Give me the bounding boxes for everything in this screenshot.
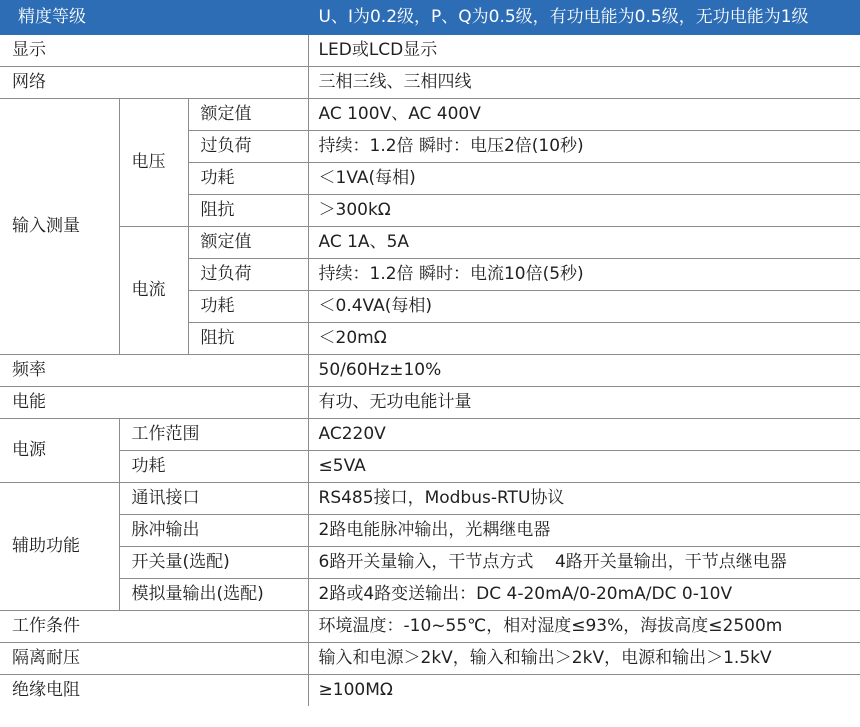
insulation-label: 绝缘电阻	[0, 675, 308, 707]
accuracy-label: 精度等级	[0, 0, 308, 35]
current-label: 电流	[119, 227, 188, 355]
table-row	[0, 675, 860, 707]
power-range-value: AC220V	[308, 419, 860, 451]
display-label: 显示	[0, 35, 308, 67]
voltage-overload-label: 过负荷	[188, 131, 308, 163]
power-range-label: 工作范围	[119, 419, 308, 451]
table-row	[0, 99, 860, 131]
analog-output-label: 模拟量输出(选配)	[119, 579, 308, 611]
current-power-label: 功耗	[188, 291, 308, 323]
table-row	[0, 35, 860, 67]
table-row	[0, 387, 860, 419]
voltage-impedance-label: 阻抗	[188, 195, 308, 227]
table-row	[0, 515, 860, 547]
frequency-value: 50/60Hz±10%	[308, 355, 860, 387]
table-row	[0, 547, 860, 579]
current-rated-value: AC 1A、5A	[308, 227, 860, 259]
table-row	[0, 227, 860, 259]
table-row	[0, 419, 860, 451]
table-row	[0, 355, 860, 387]
display-value: LED或LCD显示	[308, 35, 860, 67]
current-power-value: ＜0.4VA(每相)	[308, 291, 860, 323]
working-conditions-value: 环境温度：-10~55℃，相对湿度≤93%，海拔高度≤2500m	[308, 611, 860, 643]
isolation-label: 隔离耐压	[0, 643, 308, 675]
comm-interface-value: RS485接口，Modbus-RTU协议	[308, 483, 860, 515]
current-overload-label: 过负荷	[188, 259, 308, 291]
energy-value: 有功、无功电能计量	[308, 387, 860, 419]
network-value: 三相三线、三相四线	[308, 67, 860, 99]
frequency-label: 频率	[0, 355, 308, 387]
isolation-value: 输入和电源＞2kV，输入和输出＞2kV，电源和输出＞1.5kV	[308, 643, 860, 675]
voltage-power-label: 功耗	[188, 163, 308, 195]
voltage-overload-value: 持续：1.2倍 瞬时：电压2倍(10秒)	[308, 131, 860, 163]
table-row	[0, 579, 860, 611]
table-row	[0, 611, 860, 643]
working-conditions-label: 工作条件	[0, 611, 308, 643]
network-label: 网络	[0, 67, 308, 99]
current-overload-value: 持续：1.2倍 瞬时：电流10倍(5秒)	[308, 259, 860, 291]
pulse-output-value: 2路电能脉冲输出，光耦继电器	[308, 515, 860, 547]
voltage-rated-value: AC 100V、AC 400V	[308, 99, 860, 131]
accuracy-value: U、I为0.2级，P、Q为0.5级，有功电能为0.5级，无功电能为1级	[308, 0, 860, 35]
analog-output-value: 2路或4路变送输出：DC 4-20mA/0-20mA/DC 0-10V	[308, 579, 860, 611]
current-rated-label: 额定值	[188, 227, 308, 259]
voltage-impedance-value: ＞300kΩ	[308, 195, 860, 227]
input-measurement-label: 输入测量	[0, 99, 119, 355]
switch-io-label: 开关量(选配)	[119, 547, 308, 579]
table-row	[0, 451, 860, 483]
voltage-label: 电压	[119, 99, 188, 227]
voltage-power-value: ＜1VA(每相)	[308, 163, 860, 195]
power-consumption-value: ≤5VA	[308, 451, 860, 483]
power-supply-label: 电源	[0, 419, 119, 483]
table-header-row	[0, 0, 860, 35]
voltage-rated-label: 额定值	[188, 99, 308, 131]
power-consumption-label: 功耗	[119, 451, 308, 483]
aux-functions-label: 辅助功能	[0, 483, 119, 611]
energy-label: 电能	[0, 387, 308, 419]
table-row	[0, 643, 860, 675]
table-row	[0, 483, 860, 515]
insulation-value: ≥100MΩ	[308, 675, 860, 707]
current-impedance-label: 阻抗	[188, 323, 308, 355]
comm-interface-label: 通讯接口	[119, 483, 308, 515]
table-row	[0, 67, 860, 99]
switch-io-value: 6路开关量输入，干节点方式 4路开关量输出，干节点继电器	[308, 547, 860, 579]
pulse-output-label: 脉冲输出	[119, 515, 308, 547]
current-impedance-value: ＜20mΩ	[308, 323, 860, 355]
